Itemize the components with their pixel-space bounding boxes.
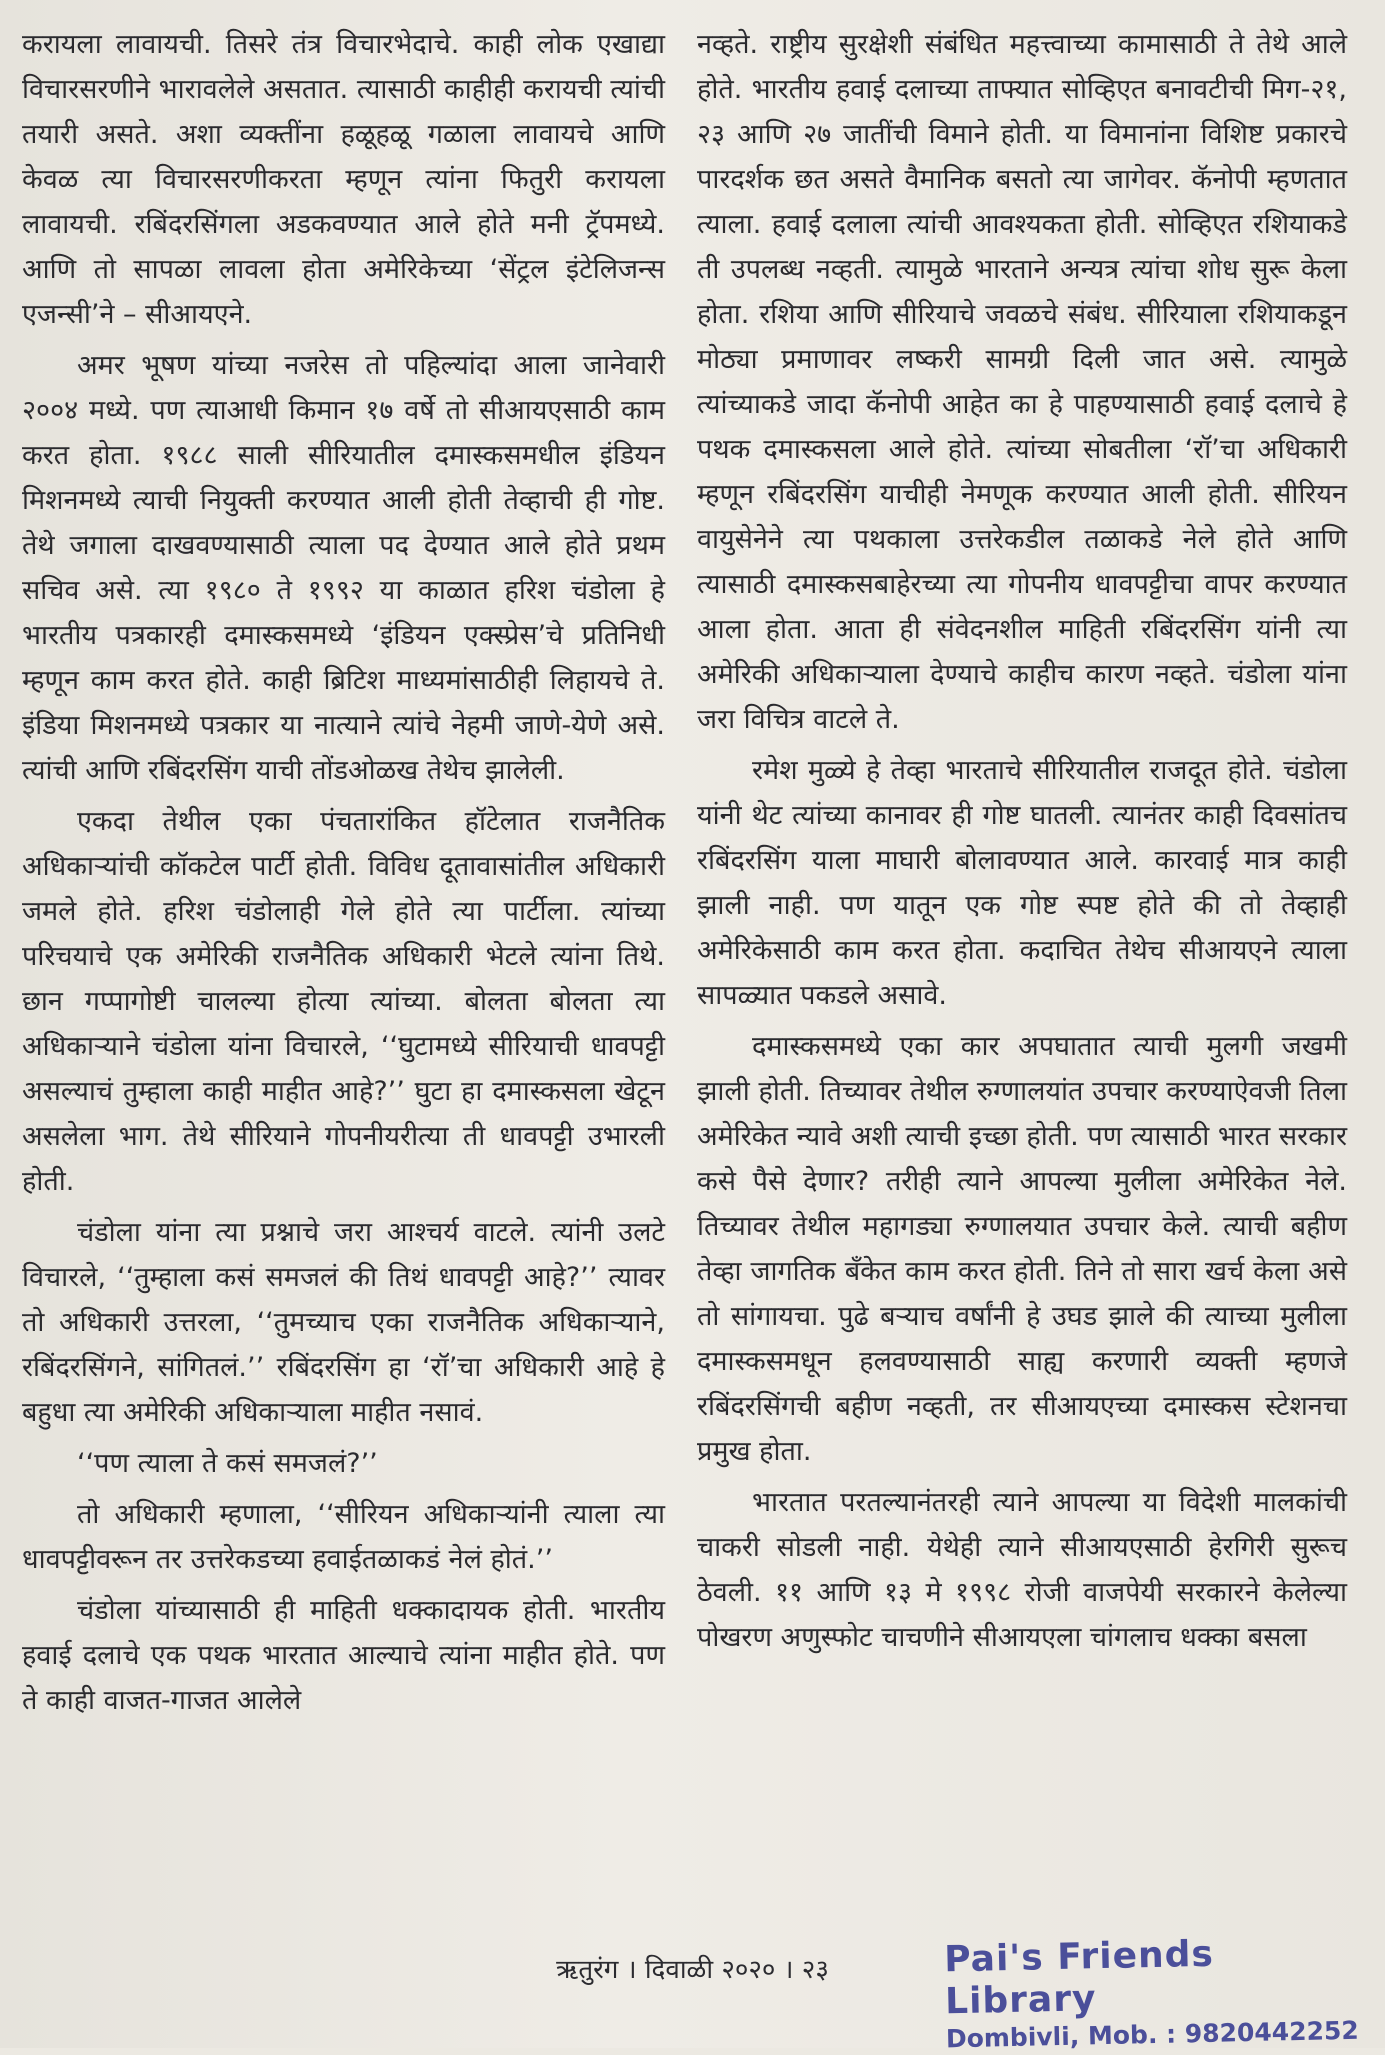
paragraph: रमेश मुळ्ये हे तेव्हा भारताचे सीरियातील राजदूत होते. चंडोला यांनी थेट त्यांच्या कानावर ही गोष्ट घातली. त्यानंतर काही दिवसांतच रबिंदरसिंग याला माघारी बोलावण्यात आले. कारवाई मात्र काही झाली नाही. पण यातून एक गोष्ट स्पष्ट होते की तो तेव्हाही अमेरिकेसाठी काम करत होता. कदाचित तेथेच सीआयएने त्याला सापळ्यात पकडले असावे.	[697, 755, 1347, 1011]
paragraph: करायला लावायची. तिसरे तंत्र विचारभेदाचे. काही लोक एखाद्या विचारसरणीने भारावलेले असतात. त्यासाठी काहीही करायची त्यांची तयारी असते. अशा व्यक्तींना हळूहळू गळाला लावायचे आणि केवळ त्या विचारसरणीकरता म्हणून त्यांना फितुरी करायला लावायची. रबिंदरसिंगला अडकवण्यात आले होते मनी ट्रॅपमध्ये. आणि तो सापळा लावला होता अमेरिकेच्या ‘सेंट्रल इंटेलिजन्स एजन्सी’ने – सीआयएने.	[22, 29, 665, 330]
footer-separator: ।	[626, 1955, 637, 1985]
paragraph: एकदा तेथील एका पंचतारांकित हॉटेलात राजनैतिक अधिकाऱ्यांची कॉकटेल पार्टी होती. विविध दूतावासांतील अधिकारी जमले होते. हरिश चंडोलाही गेले होते त्या पार्टीला. त्यांच्या परिचयाचे एक अमेरिकी राजनैतिक अधिकारी भेटले त्यांना तिथे. छान गप्पागोष्टी चालल्या होत्या त्यांच्या. बोलता बोलता त्या अधिकाऱ्याने चंडोला यांना विचारले, ‘‘घुटामध्ये सीरियाची धावपट्टी असल्याचं तुम्हाला काही माहीत आहे?’’ घुटा हा दमास्कसला खेटून असलेला भाग. तेथे सीरियाने गोपनीयरीत्या ती धावपट्टी उभारली होती.	[22, 806, 665, 1197]
left-column	[22, 22, 665, 1729]
library-stamp	[944, 1931, 1366, 2055]
paragraph: भारतात परतल्यानंतरही त्याने आपल्या या विदेशी मालकांची चाकरी सोडली नाही. येथेही त्याने सीआयएसाठी हेरगिरी सुरूच ठेवली. ११ आणि १३ मे १९९८ रोजी वाजपेयी सरकारने केलेल्या पोखरण अणुस्फोट चाचणीने सीआयएला चांगलाच धक्का बसला	[697, 1487, 1347, 1653]
paragraph: चंडोला यांच्यासाठी ही माहिती धक्कादायक होती. भारतीय हवाई दलाचे एक पथक भारतात आल्याचे त्यांना माहीत होते. पण ते काही वाजत-गाजत आलेले	[22, 1595, 665, 1716]
right-column	[697, 22, 1347, 1666]
paragraph: तो अधिकारी म्हणाला, ‘‘सीरियन अधिकाऱ्यांनी त्याला त्या धावपट्टीवरून तर उत्तरेकडच्या हवाईतळाकडं नेलं होतं.’’	[22, 1499, 665, 1575]
paragraph: चंडोला यांना त्या प्रश्नाचे जरा आश्चर्य वाटले. त्यांनी उलटे विचारले, ‘‘तुम्हाला कसं समजलं की तिथं धावपट्टी आहे?’’ त्यावर तो अधिकारी उत्तरला, ‘‘तुमच्याच एका राजनैतिक अधिकाऱ्याने, रबिंदरसिंगने, सांगितलं.’’ रबिंदरसिंग हा ‘रॉ’चा अधिकारी आहे हे बहुधा त्या अमेरिकी अधिकाऱ्याला माहीत नसावं.	[22, 1217, 665, 1428]
stamp-location: Dombivli, Mob. : 9820442252	[945, 2015, 1360, 2054]
paragraph: दमास्कसमध्ये एका कार अपघातात त्याची मुलगी जखमी झाली होती. तिच्यावर तेथील रुग्णालयांत उपचार करण्याऐवजी तिला अमेरिकेत न्यावे अशी त्याची इच्छा होती. पण त्यासाठी भारत सरकार कसे पैसे देणार? तरीही त्याने आपल्या मुलीला अमेरिकेत नेले. तिच्यावर तेथील महागड्या रुग्णालयात उपचार केले. त्याची बहीण तेव्हा जागतिक बँकेत काम करत होती. तिने तो सारा खर्च केला असे तो सांगायचा. पुढे बऱ्याच वर्षांनी हे उघड झाले की त्याच्या मुलीला दमास्कसमधून हलवण्यासाठी साह्य करणारी व्यक्ती म्हणजे रबिंदरसिंगची बहीण नव्हती, तर सीआयएच्या दमास्कस स्टेशनचा प्रमुख होता.	[697, 1031, 1347, 1467]
magazine-name: ऋतुरंग	[556, 1955, 619, 1985]
stamp-library-name: Pai's Friends Library	[943, 1933, 1215, 2023]
paragraph: ‘‘पण त्याला ते कसं समजलं?’’	[77, 1448, 378, 1479]
page-number: २३	[801, 1955, 829, 1985]
footer-separator: ।	[783, 1955, 794, 1985]
issue-name: दिवाळी २०२०	[644, 1955, 776, 1985]
paragraph: अमर भूषण यांच्या नजरेस तो पहिल्यांदा आला जानेवारी २००४ मध्ये. पण त्याआधी किमान १७ वर्षे तो सीआयएसाठी काम करत होता. १९८८ साली सीरियातील दमास्कसमधील इंडियन मिशनमध्ये त्याची नियुक्ती करण्यात आली होती तेव्हाची ही गोष्ट. तेथे जगाला दाखवण्यासाठी त्याला पद देण्यात आले होते प्रथम सचिव असे. त्या १९८० ते १९९२ या काळात हरिश चंडोला हे भारतीय पत्रकारही दमास्कसमध्ये ‘इंडियन एक्स्प्रेस’चे प्रतिनिधी म्हणून काम करत होते. काही ब्रिटिश माध्यमांसाठीही लिहायचे ते. इंडिया मिशनमध्ये पत्रकार या नात्याने त्यांचे नेहमी जाणे-येणे असे. त्यांची आणि रबिंदरसिंग याची तोंडओळख तेथेच झालेली.	[22, 350, 665, 786]
paragraph: नव्हते. राष्ट्रीय सुरक्षेशी संबंधित महत्त्वाच्या कामासाठी ते तेथे आले होते. भारतीय हवाई दलाच्या ताफ्यात सोव्हिएत बनावटीची मिग-२१, २३ आणि २७ जातींची विमाने होती. या विमानांना विशिष्ट प्रकारचे पारदर्शक छत असते वैमानिक बसतो त्या जागेवर. कॅनोपी म्हणतात त्याला. हवाई दलाला त्यांची आवश्यकता होती. सोव्हिएत रशियाकडे ती उपलब्ध नव्हती. त्यामुळे भारताने अन्यत्र त्यांचा शोध सुरू केला होता. रशिया आणि सीरियाचे जवळचे संबंध. सीरियाला रशियाकडून मोठ्या प्रमाणावर लष्करी सामग्री दिली जात असे. त्यामुळे त्यांच्याकडे जादा कॅनोपी आहेत का हे पाहण्यासाठी हवाई दलाचे हे पथक दमास्कसला आले होते. त्यांच्या सोबतीला ‘रॉ’चा अधिकारी म्हणून रबिंदरसिंग याचीही नेमणूक करण्यात आली होती. सीरियन वायुसेनेने त्या पथकाला उत्तरेकडील तळाकडे नेले होते आणि त्यासाठी दमास्कसबाहेरच्या त्या गोपनीय धावपट्टीचा वापर करण्यात आला होता. आता ही संवेदनशील माहिती रबिंदरसिंग यांनी त्या अमेरिकी अधिकाऱ्याला देण्याचे काहीच कारण नव्हते. चंडोला यांना जरा विचित्र वाटले ते.	[697, 29, 1347, 735]
